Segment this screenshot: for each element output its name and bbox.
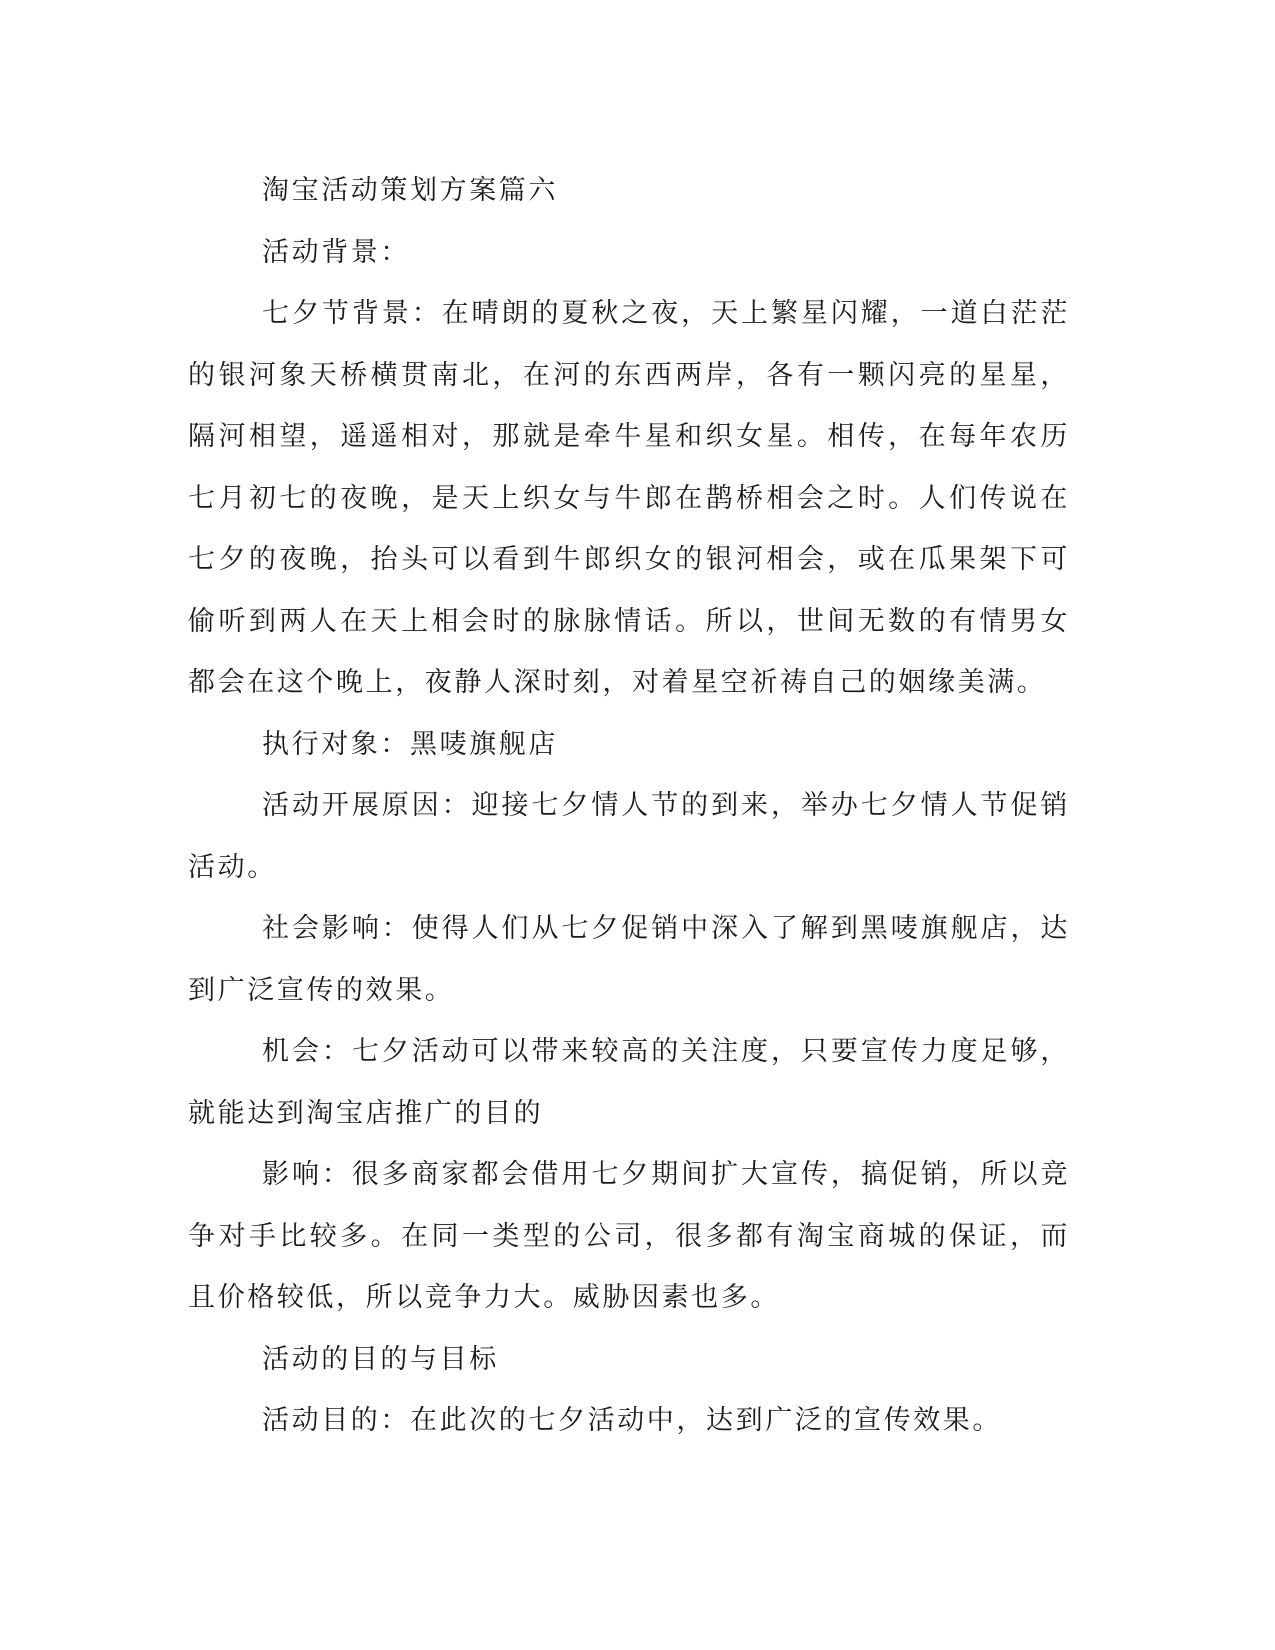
- paragraph-influence: 影响：很多商家都会借用七夕期间扩大宣传，搞促销，所以竞争对手比较多。在同一类型的公司，很多都有淘宝商城的保证，而且价格较低，所以竞争力大。威胁因素也多。: [188, 1159, 1070, 1313]
- paragraph-reason: 活动开展原因：迎接七夕情人节的到来，举办七夕情人节促销活动。: [188, 790, 1070, 883]
- paragraph-opportunity: 机会：七夕活动可以带来较高的关注度，只要宣传力度足够，就能达到淘宝店推广的目的: [188, 1036, 1070, 1129]
- paragraph-qixi-background: 七夕节背景：在晴朗的夏秋之夜，天上繁星闪耀，一道白茫茫的银河象天桥横贯南北，在河的东西两岸，各有一颗闪亮的星星，隔河相望，遥遥相对，那就是牵牛星和织女星。相传，在每年农历七月初七的夜晚，是天上织女与牛郎在鹊桥相会之时。人们传说在七夕的夜晚，抬头可以看到牛郎织女的银河相会，或在瓜果架下可偷听到两人在天上相会时的脉脉情话。所以，世间无数的有情男女都会在这个晚上，夜静人深时刻，对着星空祈祷自己的姻缘美满。: [188, 298, 1070, 698]
- paragraph-target: 执行对象：黑唛旗舰店: [262, 728, 558, 760]
- document-body: [188, 160, 1070, 1452]
- paragraph-social-impact: 社会影响：使得人们从七夕促销中深入了解到黑唛旗舰店，达到广泛宣传的效果。: [188, 913, 1070, 1006]
- paragraph-activity-purpose: 活动目的：在此次的七夕活动中，达到广泛的宣传效果。: [262, 1405, 1002, 1436]
- document-title: 淘宝活动策划方案篇六: [262, 175, 558, 206]
- paragraph-goals-heading: 活动的目的与目标: [262, 1343, 499, 1375]
- paragraph-activity-background: 活动背景：: [262, 236, 410, 268]
